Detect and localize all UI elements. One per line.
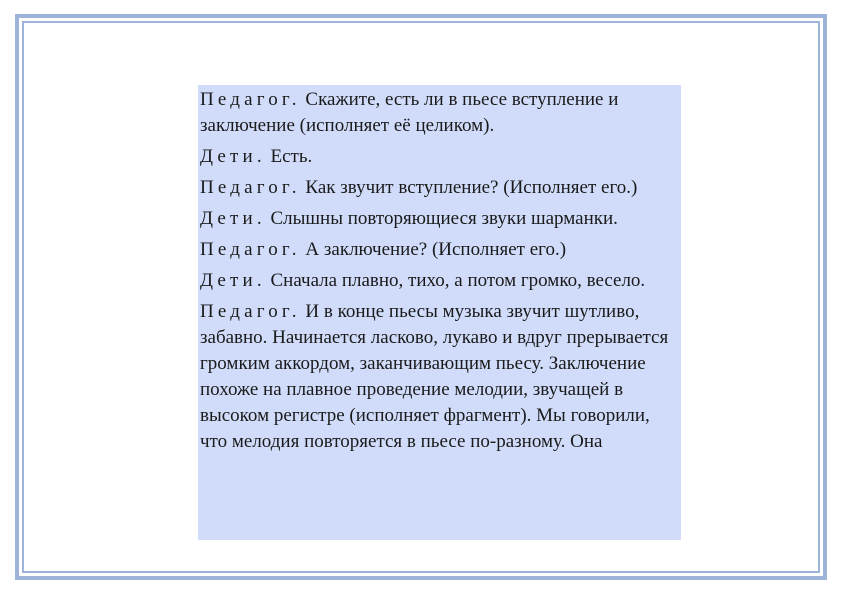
speaker-label: Педагог.	[200, 177, 301, 198]
dialogue-line	[200, 175, 677, 201]
dialogue-line	[200, 268, 677, 294]
dialogue-line	[200, 144, 677, 170]
speaker-label: Педагог.	[200, 89, 301, 110]
line-text: Как звучит вступление? (Исполняет его.)	[300, 177, 638, 198]
line-text: Скажите, есть ли в пьесе вступление и заключение (исполняет её целиком).	[200, 89, 619, 136]
speaker-label: Дети.	[200, 208, 266, 229]
dialogue-text-block	[198, 85, 681, 540]
speaker-label: Дети.	[200, 270, 266, 291]
dialogue-line	[200, 237, 677, 263]
speaker-label: Педагог.	[200, 239, 301, 260]
dialogue-line	[200, 87, 677, 139]
speaker-label: Педагог.	[200, 301, 301, 322]
line-text: И в конце пьесы музыка звучит шутливо, забавно. Начинается ласково, лукаво и вдруг прерывается громким аккордом, заканчивающим пьесу. Заключение похоже на плавное проведение мелодии, звучащей в высоком регистре (исполняет фрагмент). Мы говорили, что мелодия повторяется в пьесе по-разному. Она	[200, 301, 669, 452]
line-text: А заключение? (Исполняет его.)	[300, 239, 567, 260]
line-text: Слышны повторяющиеся звуки шарманки.	[265, 208, 618, 229]
line-text: Сначала плавно, тихо, а потом громко, весело.	[265, 270, 646, 291]
dialogue-line	[200, 299, 677, 455]
dialogue-line	[200, 206, 677, 232]
line-text: Есть.	[265, 146, 313, 167]
speaker-label: Дети.	[200, 146, 266, 167]
